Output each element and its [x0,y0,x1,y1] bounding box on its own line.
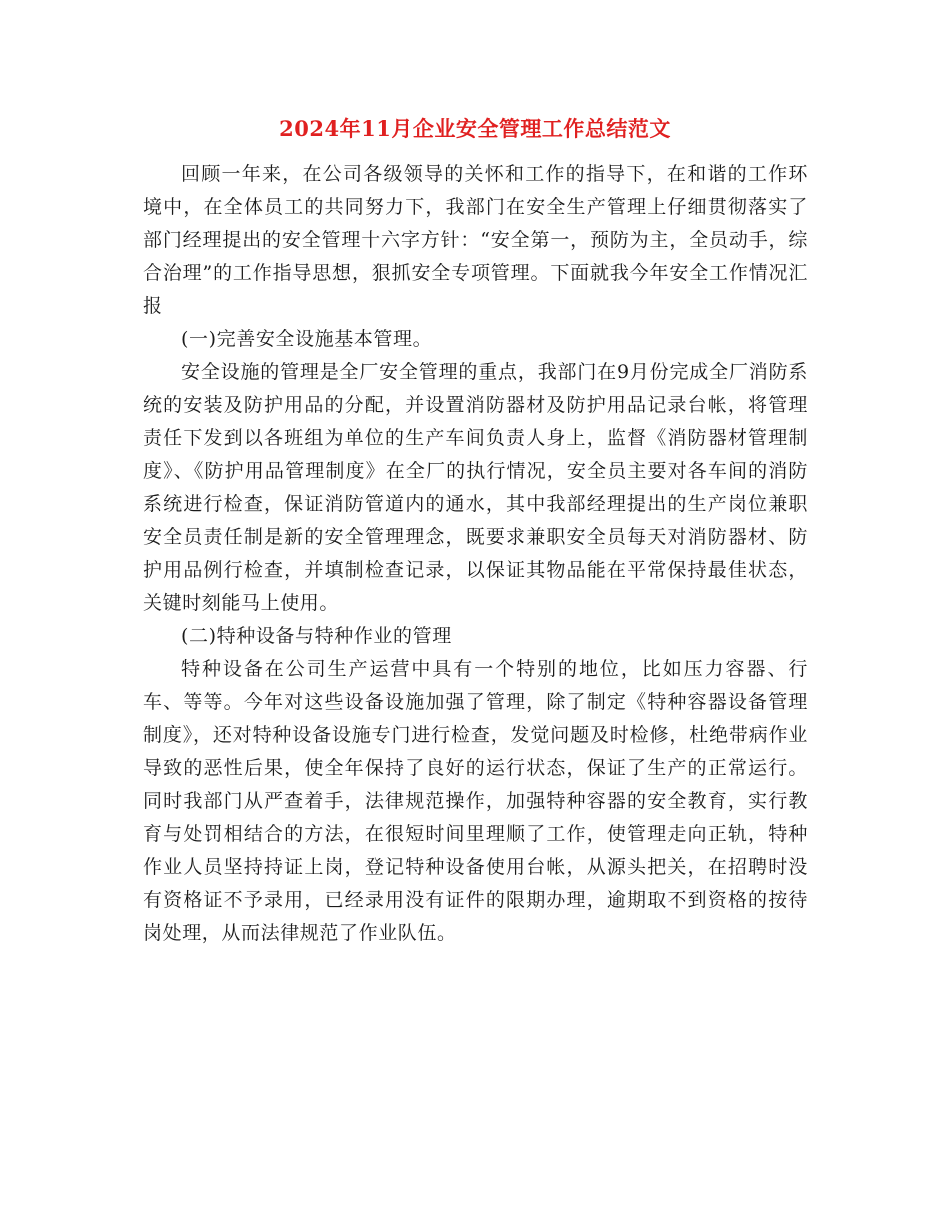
section-heading-2: (二)特种设备与特种作业的管理 [181,625,452,647]
section-heading-1: (一)完善安全设施基本管理。 [181,328,433,350]
document-title: 2024年11月企业安全管理工作总结范文 [279,116,671,141]
intro-paragraph: 回顾一年来，在公司各级领导的关怀和工作的指导下，在和谐的工作环境中，在全体员工的共同努力下，我部门在安全生产管理上仔细贯彻落实了部门经理提出的安全管理十六字方针：“安全第一，预防为主，全员动手，综合治理”的工作指导思想，狠抓安全专项管理。下面就我今年安全工作情况汇报 [143,163,808,317]
section-2-paragraph: 特种设备在公司生产运营中具有一个特别的地位，比如压力容器、行车、等等。今年对这些设备设施加强了管理，除了制定《特种容器设备管理制度》，还对特种设备设施专门进行检查，发觉问题及时检修，杜绝带病作业导致的恶性后果，使全年保持了良好的运行状态，保证了生产的正常运行。同时我部门从严查着手，法律规范操作，加强特种容器的安全教育，实行教育与处罚相结合的方法，在很短时间里理顺了工作，使管理走向正轨，特种作业人员坚持持证上岗，登记特种设备使用台帐，从源头把关，在招聘时没有资格证不予录用，已经录用没有证件的限期办理，逾期取不到资格的按待岗处理，从而法律规范了作业队伍。 [143,658,808,944]
section-1-paragraph: 安全设施的管理是全厂安全管理的重点，我部门在9月份完成全厂消防系统的安装及防护用品的分配，并设置消防器材及防护用品记录台帐，将管理责任下发到以各班组为单位的生产车间负责人身上，监督《消防器材管理制度》、《防护用品管理制度》在全厂的执行情况，安全员主要对各车间的消防系统进行检查，保证消防管道内的通水，其中我部经理提出的生产岗位兼职安全员责任制是新的安全管理理念，既要求兼职安全员每天对消防器材、防护用品例行检查，并填制检查记录，以保证其物品能在平常保持最佳状态，关键时刻能马上使用。 [143,361,808,614]
document-body [143,158,808,950]
